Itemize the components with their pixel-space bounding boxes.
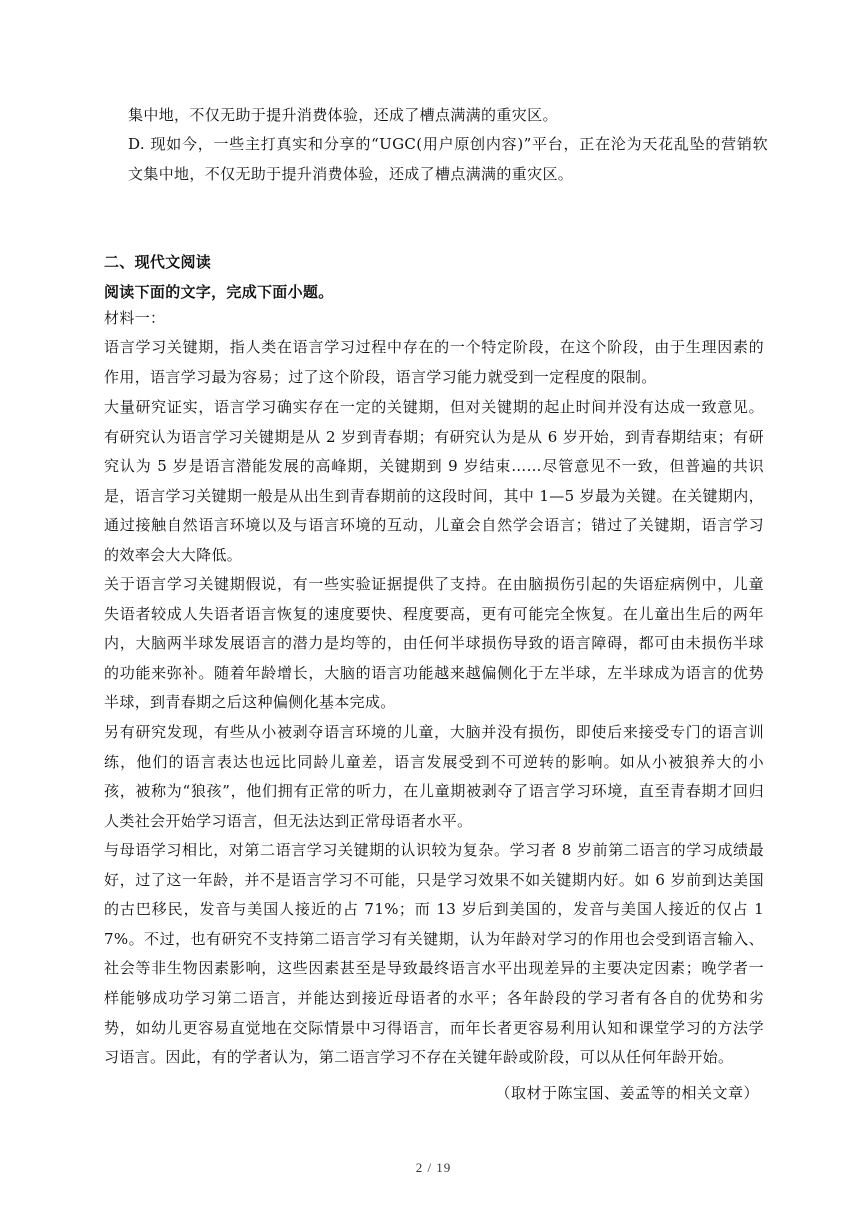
paragraph-4: 另有研究发现，有些从小被剥夺语言环境的儿童，大脑并没有损伤，即使后来接受专门的语言训练，他们的语言表达也远比同龄儿童差，语言发展受到不可逆转的影响。如从小被狼养大的小孩，被称为“狼孩”，他们拥有正常的听力，在儿童期被剥夺了语言学习环境，直至青春期才回归人类社会开始学习语言，但无法达到正常母语者水平。 [104,723,764,830]
option-c-continuation: 集中地，不仅无助于提升消费体验，还成了槽点满满的重灾区。 [128,106,558,124]
section-title: 二、现代文阅读 [104,253,212,271]
option-d: D. 现如今，一些主打真实和分享的“UGC(用户原创内容)”平台，正在沦为天花乱坠的营销软文集中地，不仅无助于提升消费体验，还成了槽点满满的重灾区。 [128,135,768,183]
paragraph-1: 语言学习关键期，指人类在语言学习过程中存在的一个特定阶段，在这个阶段，由于生理因素的作用，语言学习最为容易；过了这个阶段，语言学习能力就受到一定程度的限制。 [104,338,764,386]
page-number: 2 / 19 [415,1160,452,1175]
material-label: 材料一： [104,309,166,327]
paragraph-3: 关于语言学习关键期假说，有一些实验证据提供了支持。在由脑损伤引起的失语症病例中，儿童失语者较成人失语者语言恢复的速度要快、程度要高，更有可能完全恢复。在儿童出生后的两年内，大脑两半球发展语言的潜力是均等的，由任何半球损伤导致的语言障碍，都可由未损伤半球的功能来弥补。随着年龄增长，大脑的语言功能越来越偏侧化于左半球，左半球成为语言的优势半球，到青春期之后这种偏侧化基本完成。 [104,575,764,712]
reading-instruction: 阅读下面的文字，完成下面小题。 [104,283,334,301]
source-attribution: （取材于陈宝国、姜孟等的相关文章） [495,1084,759,1102]
paragraph-2: 大量研究证实，语言学习确实存在一定的关键期，但对关键期的起止时间并没有达成一致意见。有研究认为语言学习关键期是从 2 岁到青春期；有研究认为是从 6 岁开始，到青春期结束；有研究认为 5 岁是语言潜能发展的高峰期，关键期到 9 岁结束……尽管意见不一致，但普遍的共识是，语言学习关键期一般是从出生到青春期前的这段时间，其中 1—5 岁最为关键。在关键期内，通过接触自然语言环境以及与语言环境的互动，儿童会自然学会语言；错过了关键期，语言学习的效率会大大降低。 [104,398,764,564]
paragraph-5: 与母语学习相比，对第二语言学习关键期的认识较为复杂。学习者 8 岁前第二语言的学习成绩最好，过了这一年龄，并不是语言学习不可能，只是学习效果不如关键期内好。如 6 岁前到达美国的古巴移民，发音与美国人接近的占 71%；而 13 岁后到美国的，发音与美国人接近的仅占 17%。不过，也有研究不支持第二语言学习有关键期，认为年龄对学习的作用也会受到语言输入、社会等非生物因素影响，这些因素甚至是导致最终语言水平出现差异的主要决定因素；晚学者一样能够成功学习第二语言，并能达到接近母语者的水平；各年龄段的学习者有各自的优势和劣势，如幼儿更容易直觉地在交际情景中习得语言，而年长者更容易利用认知和课堂学习的方法学习语言。因此，有的学者认为，第二语言学习不存在关键年龄或阶段，可以从任何年龄开始。 [104,841,764,1067]
